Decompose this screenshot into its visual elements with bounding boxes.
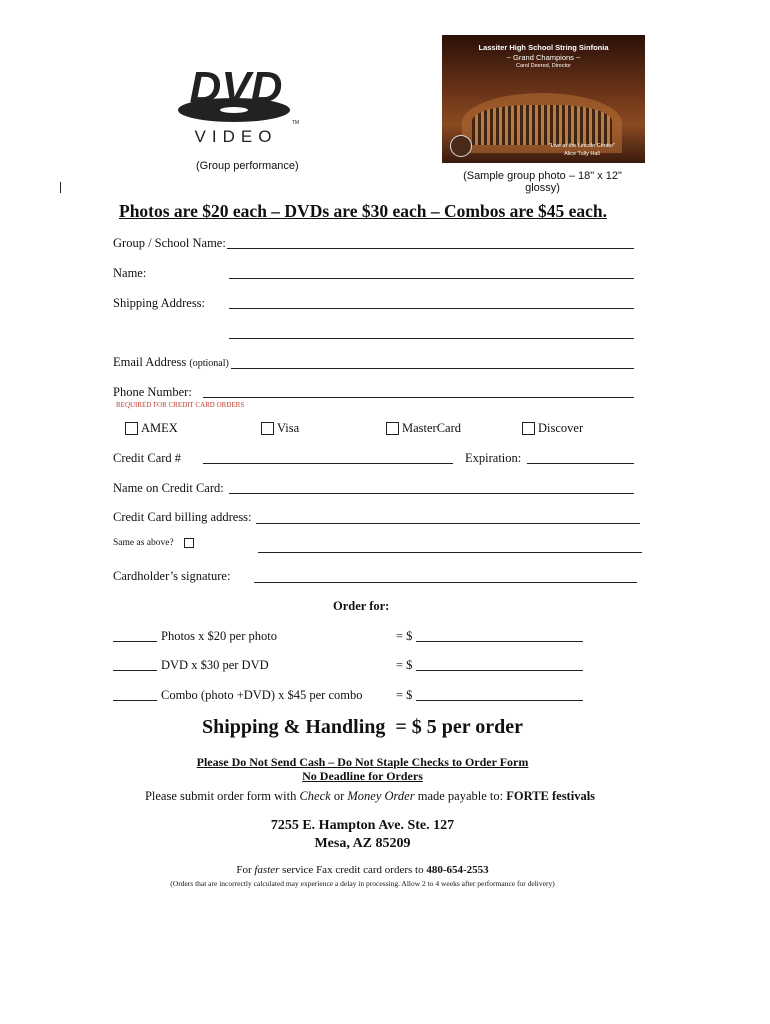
discover-label: Discover [538, 421, 584, 435]
photo-venue: "Live at the Lincoln Center" [548, 143, 616, 149]
dvd-text: DVD [189, 63, 283, 112]
signature-field[interactable] [254, 582, 637, 583]
mastercard-label: MasterCard [402, 421, 462, 435]
submit-text-a: Please submit order form with [144, 789, 300, 803]
video-text: VIDEO [194, 127, 278, 146]
amex-checkbox[interactable] [125, 422, 138, 435]
submit-payee: FORTE festivals [506, 789, 596, 803]
credit-card-field[interactable] [203, 463, 453, 464]
order-for-title: Order for: [333, 599, 390, 613]
email-field[interactable] [231, 368, 634, 369]
name-on-card-label: Name on Credit Card: [113, 481, 224, 495]
mastercard-checkbox[interactable] [386, 422, 399, 435]
delivery-disclaimer: (Orders that are incorrectly calculated may experience a delay in processing. Allow 2 to 4 weeks after performance for delivery) [170, 879, 555, 888]
email-label-text: Email Address [113, 355, 187, 369]
same-as-above-label: Same as above? [113, 538, 174, 548]
fax-text-a: For [236, 864, 255, 876]
text-cursor [60, 182, 61, 193]
fax-instructions [0, 864, 725, 876]
signature-label: Cardholder’s signature: [113, 569, 231, 583]
tm-text: TM [292, 120, 300, 126]
orchestra-shape [472, 105, 612, 145]
no-deadline-notice: No Deadline for Orders [302, 769, 423, 783]
fax-faster: faster [254, 864, 280, 876]
submit-instructions [0, 789, 740, 804]
combo-eq: = $ [396, 688, 413, 702]
phone-label: Phone Number: [113, 385, 192, 399]
name-field[interactable] [229, 278, 634, 279]
same-as-above-checkbox[interactable] [184, 538, 194, 548]
dvd-video-logo [176, 58, 306, 148]
submit-money-order: Money Order [347, 789, 415, 803]
group-name-label: Group / School Name: [113, 236, 226, 250]
photo-subtitle: ~ Grand Champions ~ [506, 53, 581, 62]
sample-group-photo [442, 35, 645, 163]
mailing-address-line2: Mesa, AZ 85209 [314, 836, 411, 851]
shipping-address-label: Shipping Address: [113, 296, 206, 310]
dvd-qty-field[interactable] [113, 670, 157, 671]
email-label [113, 355, 229, 370]
email-optional: (optional) [189, 358, 229, 369]
photos-total-field[interactable] [416, 641, 583, 642]
group-name-field[interactable] [227, 248, 634, 249]
shipping-handling-heading: Shipping & Handling = $ 5 per order [201, 716, 524, 738]
seal-icon [450, 135, 472, 157]
fax-number: 480-654-2553 [426, 864, 489, 876]
photos-qty-field[interactable] [113, 641, 157, 642]
phone-required-note: REQUIRED FOR CREDIT CARD ORDERS [116, 401, 245, 409]
dvd-logo-icon [176, 58, 306, 148]
submit-text-b: made payable to: [414, 789, 507, 803]
mailing-address-line1: 7255 E. Hampton Ave. Ste. 127 [270, 818, 455, 833]
price-headline: Photos are $20 each – DVDs are $30 each – Combos are $45 each. [119, 201, 608, 221]
visa-checkbox[interactable] [261, 422, 274, 435]
billing-address-label: Credit Card billing address: [113, 510, 252, 524]
billing-address-field-1[interactable] [256, 523, 640, 524]
submit-check: Check [299, 789, 331, 803]
name-label: Name: [113, 266, 147, 280]
no-cash-notice: Please Do Not Send Cash – Do Not Staple Checks to Order Form [196, 755, 529, 769]
amex-label: AMEX [141, 421, 178, 435]
photo-director: Carol Deered, Director [515, 63, 572, 69]
dvd-item-label: DVD x $30 per DVD [161, 658, 269, 672]
discover-checkbox[interactable] [522, 422, 535, 435]
photo-title: Lassiter High School String Sinfonia [478, 43, 609, 52]
combo-qty-field[interactable] [113, 700, 157, 701]
submit-or: or [330, 789, 348, 803]
photos-eq: = $ [396, 629, 413, 643]
dvd-total-field[interactable] [416, 670, 583, 671]
expiration-field[interactable] [527, 463, 634, 464]
photo-caption-1: (Sample group photo – 18" x 12" [463, 170, 622, 182]
name-on-card-field[interactable] [229, 493, 634, 494]
visa-label: Visa [277, 421, 300, 435]
expiration-label: Expiration: [465, 451, 522, 465]
photo-hall: Alice Tully Hall [564, 151, 600, 157]
shipping-address-field-2[interactable] [229, 338, 634, 339]
credit-card-label: Credit Card # [113, 451, 182, 465]
combo-total-field[interactable] [416, 700, 583, 701]
shipping-address-field-1[interactable] [229, 308, 634, 309]
group-performance-caption: (Group performance) [196, 160, 299, 172]
combo-item-label: Combo (photo +DVD) x $45 per combo [161, 688, 363, 702]
fax-text-b: service Fax credit card orders to [279, 864, 427, 876]
phone-field[interactable] [203, 397, 634, 398]
dvd-eq: = $ [396, 658, 413, 672]
billing-address-field-2[interactable] [258, 552, 642, 553]
photo-caption-2: glossy) [525, 182, 560, 194]
photos-item-label: Photos x $20 per photo [161, 629, 277, 643]
